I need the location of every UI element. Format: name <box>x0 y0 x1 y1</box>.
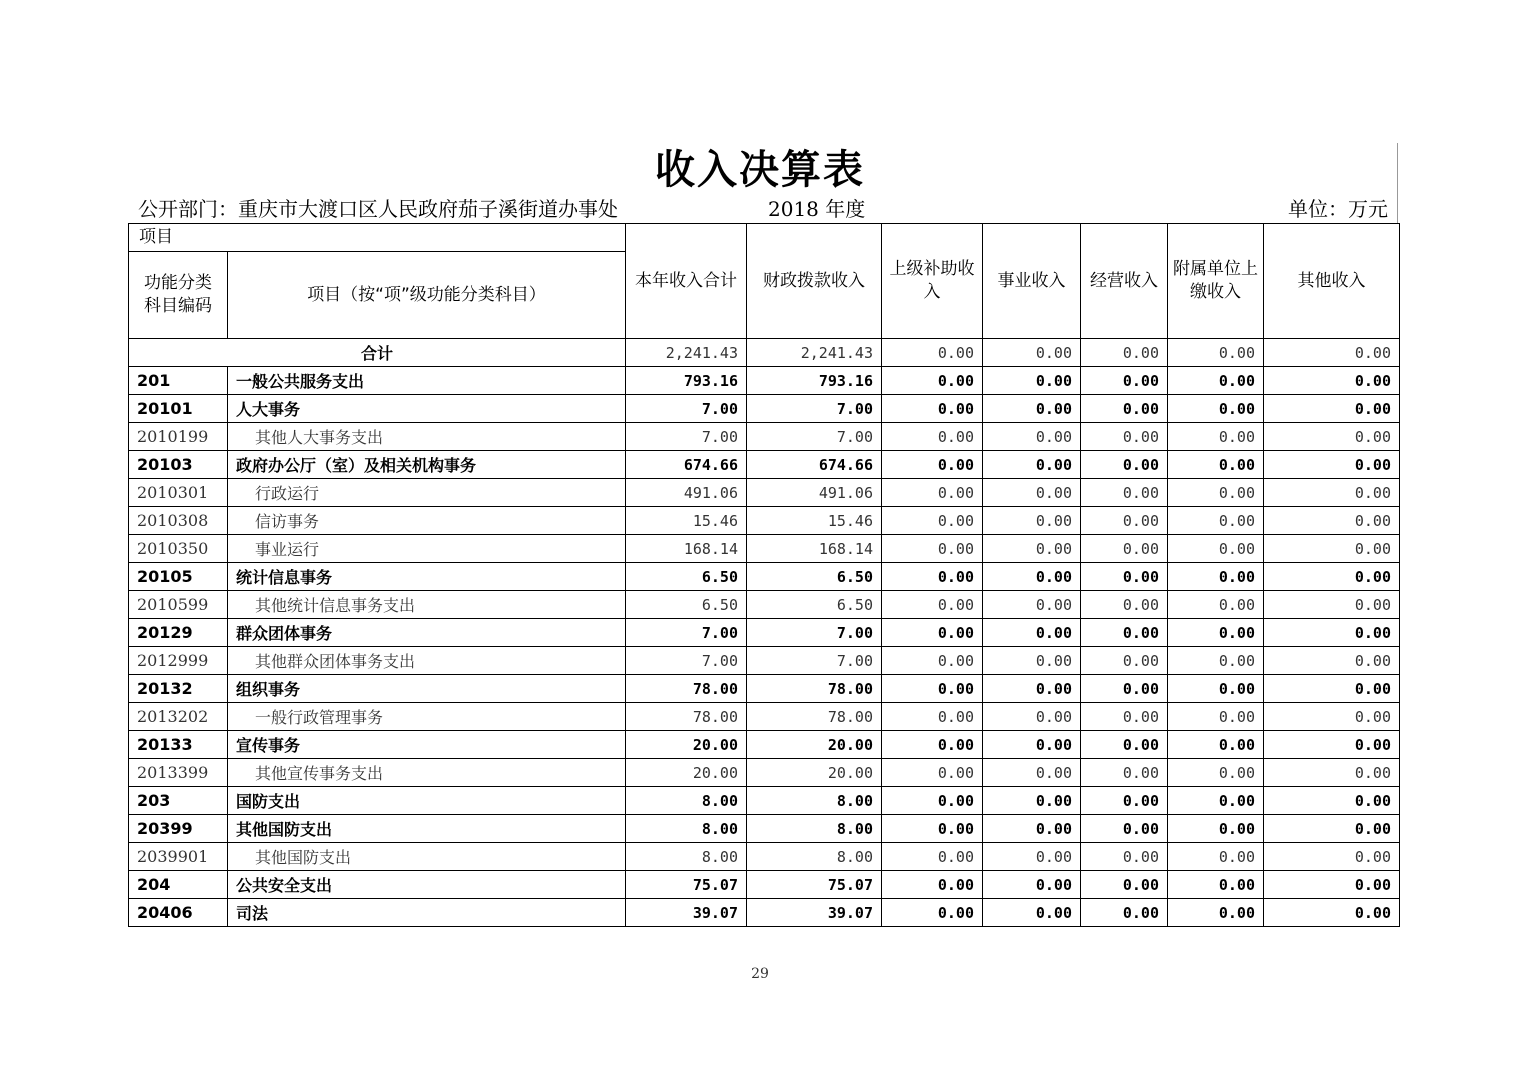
row-value: 78.00 <box>626 703 747 731</box>
row-value: 0.00 <box>882 591 983 619</box>
row-name: 人大事务 <box>228 395 626 423</box>
row-code: 20101 <box>129 395 228 423</box>
row-value: 0.00 <box>1081 451 1168 479</box>
row-value: 8.00 <box>747 787 882 815</box>
table-row <box>129 703 1400 731</box>
row-value: 0.00 <box>983 843 1081 871</box>
row-code: 20132 <box>129 675 228 703</box>
row-value: 7.00 <box>626 423 747 451</box>
row-name: 司法 <box>228 899 626 927</box>
row-value: 7.00 <box>747 647 882 675</box>
header-item-group: 项目 <box>129 224 626 252</box>
row-value: 0.00 <box>1081 899 1168 927</box>
row-value: 0.00 <box>1264 787 1400 815</box>
row-value: 0.00 <box>882 899 983 927</box>
row-value: 0.00 <box>1081 647 1168 675</box>
row-value: 0.00 <box>1168 843 1264 871</box>
row-value: 0.00 <box>983 423 1081 451</box>
row-value: 0.00 <box>882 619 983 647</box>
row-value: 0.00 <box>1168 703 1264 731</box>
row-value: 0.00 <box>1168 451 1264 479</box>
total-row <box>129 339 1400 367</box>
row-value: 0.00 <box>1081 731 1168 759</box>
row-value: 0.00 <box>1081 787 1168 815</box>
table-row <box>129 815 1400 843</box>
row-value: 0.00 <box>983 731 1081 759</box>
row-name: 国防支出 <box>228 787 626 815</box>
row-value: 0.00 <box>983 367 1081 395</box>
row-code: 2039901 <box>129 843 228 871</box>
header-fiscal: 财政拨款收入 <box>747 224 882 339</box>
row-code: 201 <box>129 367 228 395</box>
row-value: 20.00 <box>626 731 747 759</box>
row-name: 一般行政管理事务 <box>228 703 626 731</box>
row-value: 0.00 <box>1168 507 1264 535</box>
row-code: 20105 <box>129 563 228 591</box>
row-value: 7.00 <box>626 647 747 675</box>
row-name: 一般公共服务支出 <box>228 367 626 395</box>
total-value: 0.00 <box>882 339 983 367</box>
row-value: 7.00 <box>626 619 747 647</box>
row-value: 7.00 <box>747 423 882 451</box>
row-name: 信访事务 <box>228 507 626 535</box>
row-code: 2010599 <box>129 591 228 619</box>
row-value: 0.00 <box>1264 759 1400 787</box>
row-value: 0.00 <box>1168 759 1264 787</box>
row-value: 0.00 <box>983 591 1081 619</box>
row-code: 204 <box>129 871 228 899</box>
header-affiliated: 附属单位上缴收入 <box>1168 224 1264 339</box>
row-value: 8.00 <box>747 815 882 843</box>
total-value: 0.00 <box>1168 339 1264 367</box>
row-name: 其他人大事务支出 <box>228 423 626 451</box>
row-value: 0.00 <box>983 787 1081 815</box>
row-code: 20133 <box>129 731 228 759</box>
row-name: 其他群众团体事务支出 <box>228 647 626 675</box>
header-total-income: 本年收入合计 <box>626 224 747 339</box>
row-value: 7.00 <box>747 619 882 647</box>
row-value: 6.50 <box>626 591 747 619</box>
row-code: 2010350 <box>129 535 228 563</box>
row-value: 793.16 <box>747 367 882 395</box>
row-value: 0.00 <box>882 563 983 591</box>
row-value: 0.00 <box>1081 759 1168 787</box>
row-value: 0.00 <box>882 479 983 507</box>
row-value: 0.00 <box>882 703 983 731</box>
row-value: 78.00 <box>747 675 882 703</box>
row-value: 0.00 <box>983 395 1081 423</box>
row-value: 0.00 <box>882 871 983 899</box>
page-number: 29 <box>751 966 769 982</box>
row-value: 0.00 <box>1081 675 1168 703</box>
row-name: 宣传事务 <box>228 731 626 759</box>
row-code: 2013202 <box>129 703 228 731</box>
row-value: 7.00 <box>747 395 882 423</box>
row-value: 20.00 <box>747 731 882 759</box>
row-value: 0.00 <box>882 395 983 423</box>
table-row <box>129 731 1400 759</box>
row-value: 0.00 <box>1168 619 1264 647</box>
row-name: 公共安全支出 <box>228 871 626 899</box>
report-title: 收入决算表 <box>655 147 865 193</box>
row-code: 20406 <box>129 899 228 927</box>
row-value: 0.00 <box>1264 451 1400 479</box>
row-value: 0.00 <box>882 675 983 703</box>
row-value: 0.00 <box>983 451 1081 479</box>
table-row <box>129 647 1400 675</box>
table-row <box>129 367 1400 395</box>
row-value: 0.00 <box>983 563 1081 591</box>
row-value: 6.50 <box>747 563 882 591</box>
row-value: 0.00 <box>1264 675 1400 703</box>
row-value: 0.00 <box>1081 563 1168 591</box>
row-value: 0.00 <box>1081 507 1168 535</box>
row-value: 0.00 <box>1168 591 1264 619</box>
row-code: 2012999 <box>129 647 228 675</box>
row-value: 0.00 <box>1168 787 1264 815</box>
row-value: 0.00 <box>1264 619 1400 647</box>
row-value: 0.00 <box>1264 731 1400 759</box>
row-value: 0.00 <box>1081 479 1168 507</box>
row-value: 168.14 <box>747 535 882 563</box>
row-value: 0.00 <box>1168 871 1264 899</box>
table-row <box>129 871 1400 899</box>
row-value: 20.00 <box>747 759 882 787</box>
row-value: 491.06 <box>626 479 747 507</box>
table-row <box>129 899 1400 927</box>
row-code: 203 <box>129 787 228 815</box>
row-value: 0.00 <box>1168 395 1264 423</box>
row-value: 0.00 <box>1168 367 1264 395</box>
total-value: 2,241.43 <box>626 339 747 367</box>
row-value: 75.07 <box>626 871 747 899</box>
row-value: 0.00 <box>1264 843 1400 871</box>
row-value: 0.00 <box>1168 731 1264 759</box>
row-name: 事业运行 <box>228 535 626 563</box>
row-value: 0.00 <box>1168 479 1264 507</box>
row-value: 39.07 <box>747 899 882 927</box>
row-value: 0.00 <box>882 535 983 563</box>
table-row <box>129 423 1400 451</box>
row-value: 0.00 <box>1081 619 1168 647</box>
row-value: 8.00 <box>626 787 747 815</box>
header-name: 项目（按“项”级功能分类科目） <box>228 252 626 339</box>
row-code: 2010301 <box>129 479 228 507</box>
row-code: 20103 <box>129 451 228 479</box>
row-code: 2010308 <box>129 507 228 535</box>
total-value: 0.00 <box>983 339 1081 367</box>
row-name: 其他宣传事务支出 <box>228 759 626 787</box>
total-value: 0.00 <box>1264 339 1400 367</box>
row-value: 0.00 <box>1264 815 1400 843</box>
department-label: 公开部门：重庆市大渡口区人民政府茄子溪街道办事处 <box>138 197 618 221</box>
row-value: 0.00 <box>882 759 983 787</box>
row-value: 0.00 <box>1081 815 1168 843</box>
income-statement-table <box>128 223 1400 927</box>
row-value: 0.00 <box>983 815 1081 843</box>
table-row <box>129 759 1400 787</box>
row-value: 75.07 <box>747 871 882 899</box>
row-value: 15.46 <box>747 507 882 535</box>
row-value: 0.00 <box>882 451 983 479</box>
row-value: 0.00 <box>983 619 1081 647</box>
table-row <box>129 619 1400 647</box>
header-other: 其他收入 <box>1264 224 1400 339</box>
row-value: 8.00 <box>626 843 747 871</box>
row-value: 0.00 <box>1081 591 1168 619</box>
row-name: 其他统计信息事务支出 <box>228 591 626 619</box>
row-value: 0.00 <box>882 507 983 535</box>
row-name: 统计信息事务 <box>228 563 626 591</box>
row-value: 0.00 <box>1168 899 1264 927</box>
row-value: 0.00 <box>983 899 1081 927</box>
row-name: 行政运行 <box>228 479 626 507</box>
fiscal-year-label: 2018 年度 <box>768 197 866 221</box>
row-value: 0.00 <box>983 703 1081 731</box>
row-value: 0.00 <box>882 843 983 871</box>
row-value: 0.00 <box>1168 423 1264 451</box>
row-value: 0.00 <box>882 647 983 675</box>
table-row <box>129 507 1400 535</box>
header-operating: 经营收入 <box>1081 224 1168 339</box>
row-value: 0.00 <box>1264 535 1400 563</box>
row-value: 0.00 <box>1168 563 1264 591</box>
row-value: 6.50 <box>626 563 747 591</box>
row-value: 0.00 <box>1264 367 1400 395</box>
row-value: 78.00 <box>747 703 882 731</box>
row-value: 793.16 <box>626 367 747 395</box>
total-label: 合计 <box>129 339 626 367</box>
row-value: 0.00 <box>882 731 983 759</box>
row-value: 0.00 <box>983 759 1081 787</box>
row-value: 0.00 <box>983 871 1081 899</box>
row-code: 20399 <box>129 815 228 843</box>
row-code: 20129 <box>129 619 228 647</box>
row-value: 0.00 <box>882 367 983 395</box>
row-value: 0.00 <box>1264 703 1400 731</box>
row-value: 15.46 <box>626 507 747 535</box>
row-value: 0.00 <box>882 815 983 843</box>
row-value: 0.00 <box>983 647 1081 675</box>
total-value: 2,241.43 <box>747 339 882 367</box>
row-value: 0.00 <box>1081 703 1168 731</box>
table-row <box>129 451 1400 479</box>
row-value: 0.00 <box>882 423 983 451</box>
row-value: 0.00 <box>1264 563 1400 591</box>
row-value: 0.00 <box>1081 535 1168 563</box>
row-value: 0.00 <box>1081 871 1168 899</box>
row-value: 491.06 <box>747 479 882 507</box>
row-value: 8.00 <box>747 843 882 871</box>
row-value: 78.00 <box>626 675 747 703</box>
row-value: 674.66 <box>626 451 747 479</box>
row-value: 0.00 <box>1264 591 1400 619</box>
table-row <box>129 787 1400 815</box>
row-value: 0.00 <box>1168 647 1264 675</box>
table-row <box>129 563 1400 591</box>
row-value: 0.00 <box>1168 675 1264 703</box>
row-value: 0.00 <box>882 787 983 815</box>
row-name: 政府办公厅（室）及相关机构事务 <box>228 451 626 479</box>
row-value: 0.00 <box>1168 815 1264 843</box>
row-value: 0.00 <box>1264 479 1400 507</box>
row-value: 20.00 <box>626 759 747 787</box>
row-value: 0.00 <box>1264 647 1400 675</box>
table-row <box>129 675 1400 703</box>
row-value: 7.00 <box>626 395 747 423</box>
row-value: 168.14 <box>626 535 747 563</box>
row-value: 0.00 <box>1081 423 1168 451</box>
row-value: 0.00 <box>1081 395 1168 423</box>
row-value: 0.00 <box>983 479 1081 507</box>
row-value: 0.00 <box>1081 367 1168 395</box>
row-value: 0.00 <box>983 507 1081 535</box>
row-name: 其他国防支出 <box>228 815 626 843</box>
unit-label: 单位：万元 <box>1288 197 1388 221</box>
row-value: 674.66 <box>747 451 882 479</box>
header-business: 事业收入 <box>983 224 1081 339</box>
row-value: 6.50 <box>747 591 882 619</box>
row-value: 8.00 <box>626 815 747 843</box>
table-row <box>129 535 1400 563</box>
header-code: 功能分类科目编码 <box>129 252 228 339</box>
row-value: 39.07 <box>626 899 747 927</box>
row-name: 群众团体事务 <box>228 619 626 647</box>
table-row <box>129 479 1400 507</box>
table-row <box>129 591 1400 619</box>
header-superior-subsidy: 上级补助收入 <box>882 224 983 339</box>
table-row <box>129 843 1400 871</box>
row-value: 0.00 <box>1081 843 1168 871</box>
row-code: 2013399 <box>129 759 228 787</box>
row-name: 组织事务 <box>228 675 626 703</box>
row-value: 0.00 <box>1264 395 1400 423</box>
table-row <box>129 395 1400 423</box>
row-value: 0.00 <box>1264 871 1400 899</box>
row-value: 0.00 <box>983 675 1081 703</box>
row-code: 2010199 <box>129 423 228 451</box>
row-value: 0.00 <box>1264 507 1400 535</box>
row-value: 0.00 <box>1264 899 1400 927</box>
row-value: 0.00 <box>1264 423 1400 451</box>
total-value: 0.00 <box>1081 339 1168 367</box>
row-name: 其他国防支出 <box>228 843 626 871</box>
row-value: 0.00 <box>983 535 1081 563</box>
row-value: 0.00 <box>1168 535 1264 563</box>
